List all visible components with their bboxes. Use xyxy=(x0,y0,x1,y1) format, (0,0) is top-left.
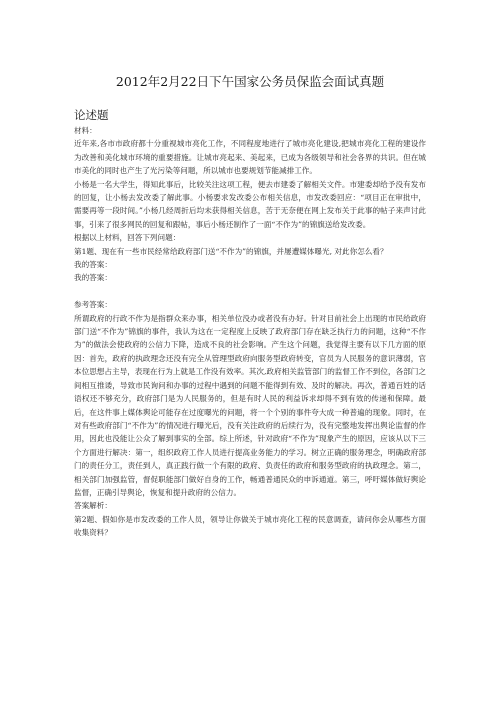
answer-analysis-label: 答案解析： xyxy=(74,501,112,511)
material-label: 材料： xyxy=(74,126,97,135)
section-heading: 论述题 xyxy=(74,108,109,122)
reference-answer-text: 所谓政府的行政不作为是指群众来办事，相关单位没办或者没有办好。针对目前社会上出现的市民给政府部门送“不作为”锦旗的事件，我认为这在一定程度上反映了政府部门存在缺乏执行力的问题，这种“不作为”的做法会使政府的公信力下降，造成不良的社会影响。产生这个问题，我觉得主要有以下几方面的原因：首先，政府的执政理念还没有完全从管理型政府向服务型政府转变，官员为人民服务的意识薄弱，官本位思想占主导，表现在行为上就是工作没有效率。其次,政府相关监管部门的监督工作不到位，各部门之间相互推诿，导致市民询问和办事的过程中遇到的问题不能得到有效、及时的解决。再次，普通百姓的话语权还不够充分，政府部门是为人民服务的，但是有时人民的利益诉求却得不到有效的传递和保障。最后，在这件事上媒体舆论可能存在过度曝光的问题，将一个个别的事件夸大成一种普遍的现象。同时，在对有些政府部门“不作为”的情况进行曝光后，没有关注政府的后续行为，没有完整地发挥出舆论监督的作用，因此也没能让公众了解到事实的全部。综上所述，针对政府“不作为”现象产生的原因，应该从以下三个方面进行解决：第一，组织政府工作人员进行提高业务能力的学习。树立正确的服务理念，明确政府部门的责任分工，责任到人，真正践行做一个有限的政府、负责任的政府和服务型政府的执政理念。第二，相关部门加强监管，督促职能部门做好自身的工作，畅通普通民众的申诉通道。第三，呼吁媒体做好舆论监督，正确引导舆论，恢复和提升政府的公信力。 xyxy=(74,313,426,497)
document-title: 2012年2月22日下午国家公务员保监会面试真题 xyxy=(115,74,385,89)
reference-answer-label: 参考答案： xyxy=(74,300,112,310)
my-answer-label-2: 我的答案： xyxy=(74,273,112,283)
material-paragraph-2: 小杨是一名大学生，得知此事后，比较关注这项工程，便去市建委了解相关文件。市建委却给予没有发布的回复，让小杨去发改委了解此事。小杨要求发改委公布相关信息，市发改委回应：“项目正在审批中，需要再等一段时间。”小杨几经周折后均未获得相关信息，苦于无奈便在网上发布关于此事的帖子来声讨此事，引来了很多网民的回复和跟帖，事后小杨还制作了一面“不作为”的锦旗送给发改委。 xyxy=(74,179,426,229)
question-2: 第2题、假如你是市发改委的工作人员，领导让你做关于城市亮化工程的民意调查，请问你会从哪些方面收集资料？ xyxy=(74,514,426,538)
instruction-text: 根据以上材料，回答下列问题： xyxy=(74,233,181,243)
document-body xyxy=(74,107,426,540)
question-1: 第1题、现在有一些市民经常给政府部门送“不作为”的锦旗，并屡遭媒体曝光, 对此你怎么看？ xyxy=(74,246,388,256)
my-answer-label-1: 我的答案： xyxy=(74,260,112,270)
material-paragraph-1: 近年来,各市市政府都十分重视城市亮化工作，不同程度地进行了城市亮化建设,把城市亮化工程的建设作为改善和美化城市环境的重要措施。让城市亮起来、美起来，已成为各级领导和社会各界的共识。但在城市美化的同时也产生了光污染等问题，所以城市也要规划节能减排工作。 xyxy=(74,139,426,176)
blank-line xyxy=(74,285,426,298)
